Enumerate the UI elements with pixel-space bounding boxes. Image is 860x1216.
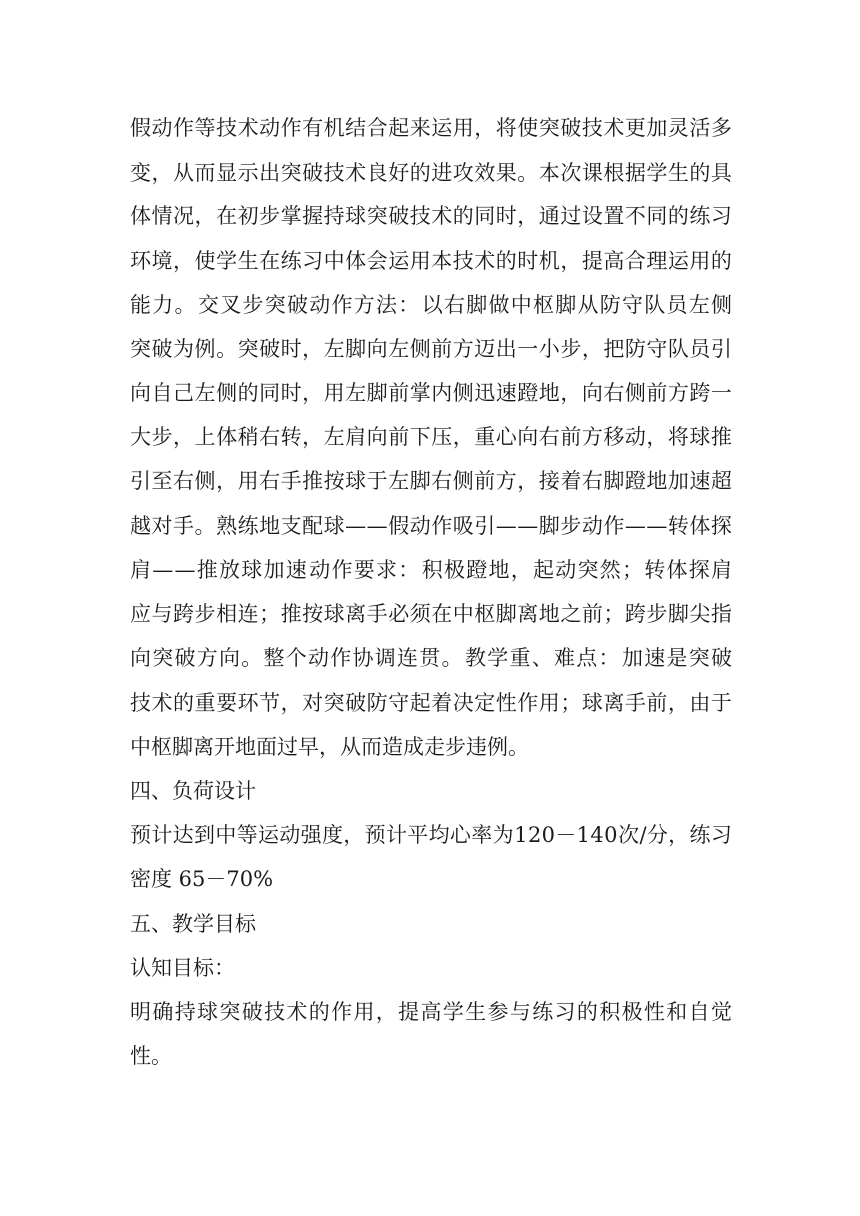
body-text-line: 体 情 况 ， 在 初 步 掌 握 持 球 突 破 技 术 的 同 时 ， 通 过 设 置 不 同 的 练 习: [130, 204, 732, 228]
body-text-line: 引 至 右 侧 ， 用 右 手 推 按 球 于 左 脚 右 侧 前 方 ， 接 着 右 脚 蹬 地 加 速 超: [130, 469, 732, 493]
body-text-line: 性。: [130, 1044, 172, 1068]
section-heading: 五、教学目标: [130, 912, 256, 936]
section-heading: 四、负荷设计: [130, 779, 256, 803]
body-text-line: 技 术 的 重 要 环 节 ， 对 突 破 防 守 起 着 决 定 性 作 用 ； 球 离 手 前 ， 由 于: [130, 691, 732, 715]
body-text-line: 预 计 达 到 中 等 运 动 强 度 ， 预 计 平 均 心 率 为 1 2 0 － 1 4 0 次 / 分 ， 练 习: [130, 823, 732, 847]
body-text-line: 突 破 为 例 。 突 破 时 ， 左 脚 向 左 侧 前 方 迈 出 一 小 步 ， 把 防 守 队 员 引: [130, 337, 732, 361]
body-text-line: 大 步 ， 上 体 稍 右 转 ， 左 肩 向 前 下 压 ， 重 心 向 右 前 方 移 动 ， 将 球 推: [130, 425, 732, 449]
body-text-line: 肩 — — 推 放 球 加 速 动 作 要 求 ： 积 极 蹬 地 ， 起 动 突 然 ； 转 体 探 肩: [130, 558, 732, 582]
body-text-line: 变 ， 从 而 显 示 出 突 破 技 术 良 好 的 进 攻 效 果 。 本 次 课 根 据 学 生 的 具: [130, 161, 732, 185]
body-text-line: 明 确 持 球 突 破 技 术 的 作 用 ， 提 高 学 生 参 与 练 习 的 积 极 性 和 自 觉: [130, 1000, 732, 1024]
body-text-line: 能 力 。 交 叉 步 突 破 动 作 方 法 ： 以 右 脚 做 中 枢 脚 从 防 守 队 员 左 侧: [130, 293, 732, 317]
body-text-line: 密度 65－70%: [130, 867, 274, 891]
body-text-line: 越 对 手 。 熟 练 地 支 配 球 — — 假 动 作 吸 引 — — 脚 步 动 作 — — 转 体 探: [130, 514, 732, 538]
body-text-line: 假 动 作 等 技 术 动 作 有 机 结 合 起 来 运 用 ， 将 使 突 破 技 术 更 加 灵 活 多: [130, 116, 732, 140]
body-text-line: 中枢脚离开地面过早，从而造成走步违例。: [130, 735, 529, 759]
body-text-line: 应 与 跨 步 相 连 ； 推 按 球 离 手 必 须 在 中 枢 脚 离 地 之 前 ； 跨 步 脚 尖 指: [130, 602, 732, 626]
subsection-heading: 认知目标：: [130, 956, 235, 980]
body-text-line: 向 自 己 左 侧 的 同 时 ， 用 左 脚 前 掌 内 侧 迅 速 蹬 地 ， 向 右 侧 前 方 跨 一: [130, 381, 732, 405]
body-text-line: 向 突 破 方 向 。 整 个 动 作 协 调 连 贯 。 教 学 重 、 难 点 ： 加 速 是 突 破: [130, 646, 732, 670]
body-text-line: 环 境 ， 使 学 生 在 练 习 中 体 会 运 用 本 技 术 的 时 机 ， 提 高 合 理 运 用 的: [130, 249, 732, 273]
